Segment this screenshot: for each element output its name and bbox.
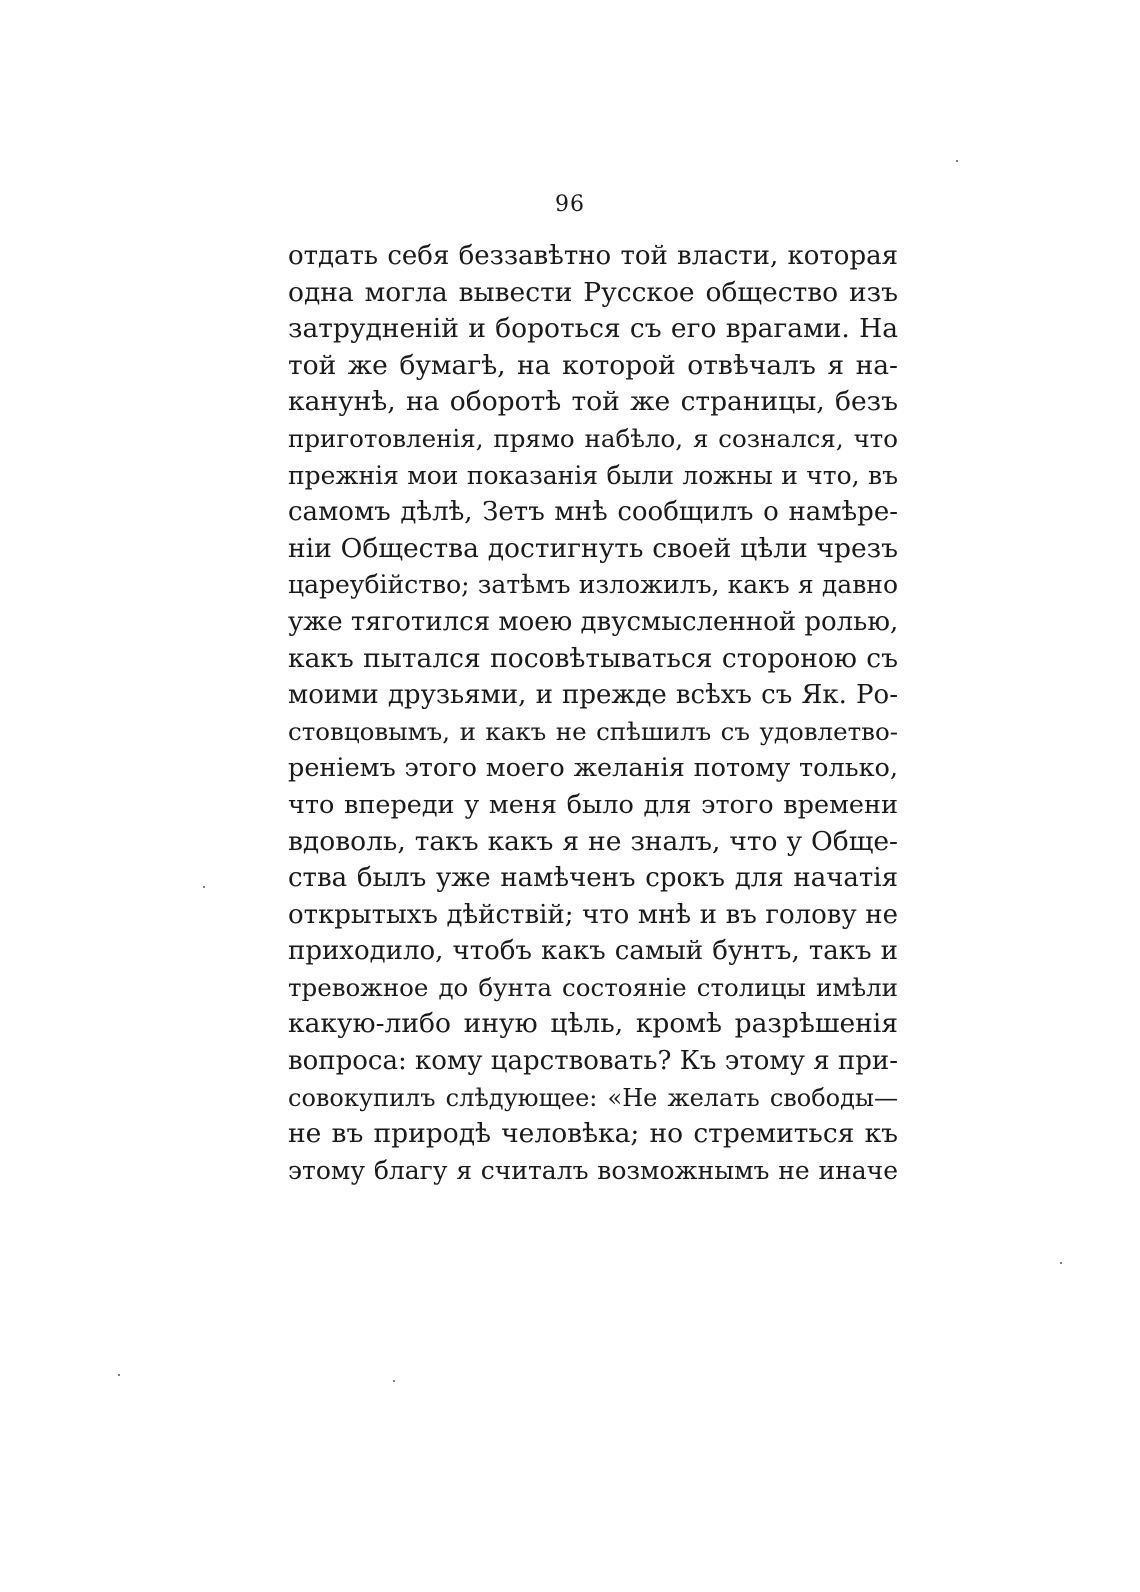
text-line: какую-либо иную цѣль, кромѣ разрѣшенія — [288, 1008, 898, 1040]
text-line: той же бумагѣ, на которой отвѣчалъ я на- — [288, 349, 898, 381]
text-line: моими друзьями, и прежде всѣхъ съ Як. Ро- — [288, 680, 898, 711]
text-line: этому благу я считалъ возможнымъ не иначе — [288, 1155, 898, 1185]
text-line: что впереди у меня было для этого времени — [288, 789, 898, 820]
text-line: одна могла вывести Русское общество изъ — [288, 276, 898, 308]
text-line: приготовленія, прямо набѣло, я сознался, что — [288, 423, 898, 453]
text-line: стовцовымъ, и какъ не спѣшилъ съ удовлетво- — [288, 716, 898, 746]
text-line: приходило, чтобъ какъ самый бунтъ, такъ и — [288, 936, 898, 967]
text-line: самомъ дѣлѣ, Зетъ мнѣ сообщилъ о намѣре- — [288, 497, 898, 528]
scan-speck — [1060, 1262, 1062, 1264]
scan-speck — [203, 886, 205, 888]
scan-speck — [393, 1380, 395, 1382]
text-line: уже тяготился моею двусмысленной ролью, — [288, 606, 898, 637]
body-text — [288, 238, 898, 1189]
text-line: канунѣ, на оборотѣ той же страницы, безъ — [288, 386, 898, 418]
text-line: затрудненій и бороться съ его врагами. На — [288, 313, 898, 345]
text-line: прежнія мои показанія были ложны и что, въ — [288, 460, 898, 490]
text-line: тревожное до бунта состояніе столицы имѣли — [288, 972, 898, 1002]
text-line: открытыхъ дѣйствій; что мнѣ и въ голову не — [288, 899, 898, 930]
text-line: вопроса: кому царствовать? Къ этому я при- — [288, 1046, 898, 1077]
scan-speck — [118, 1374, 120, 1376]
page-number: 96 — [555, 192, 585, 217]
text-line: ніи Общества достигнуть своей цѣли чрезъ — [288, 532, 898, 564]
text-line: вдоволь, такъ какъ я не зналъ, что у Обще- — [288, 825, 898, 857]
text-line: какъ пытался посовѣтываться стороною съ — [288, 642, 898, 674]
text-line: ства былъ уже намѣченъ срокъ для начатія — [288, 863, 898, 894]
scan-speck — [956, 160, 958, 162]
text-line: реніемъ этого моего желанія потому только, — [288, 753, 898, 784]
text-line: совокупилъ слѣдующее: «Не желать свободы— — [288, 1083, 898, 1112]
text-line: отдать себя беззавѣтно той власти, которая — [288, 241, 898, 271]
text-line: цареубійство; затѣмъ изложилъ, какъ я давно — [288, 570, 898, 600]
text-line: не въ природѣ человѣка; но стремиться къ — [288, 1118, 898, 1150]
